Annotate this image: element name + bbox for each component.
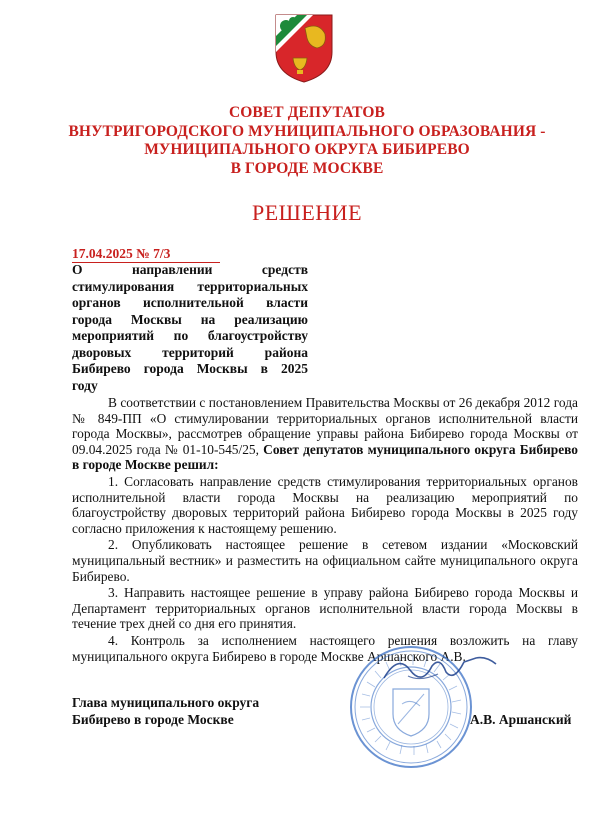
preamble-resolution: Совет депутатов муниципального округа Бибирево в городе Москве решил:: [72, 441, 578, 473]
subject-line: мероприятий по благоустройству: [72, 328, 308, 343]
decision-subject: [72, 262, 308, 394]
position-line: Глава муниципального округа: [72, 695, 260, 710]
subject-line: стимулирования территориальных: [72, 278, 308, 294]
signatory-name: А.В. Аршанский: [470, 712, 572, 727]
decision-item-4: 4. Контроль за исполнением настоящего решения возложить на главу муниципального округа Бибирево в городе Москве Аршанского А.В.: [72, 632, 578, 664]
council-line: В ГОРОДЕ МОСКВЕ: [230, 159, 384, 177]
decision-item-1: 1. Согласовать направление средств стимулирования территориальных органов исполнительной власти города Москвы на реализацию мероприятий по благоустройству дворовых территорий района Бибирево города Москвы в 2025 году согласно приложения к настоящему решению.: [72, 473, 578, 536]
document-number: 17.04.2025 № 7/3: [72, 246, 220, 263]
subject-line: году: [72, 377, 98, 393]
council-line: ВНУТРИГОРОДСКОГО МУНИЦИПАЛЬНОГО ОБРАЗОВАНИЯ -: [68, 122, 546, 140]
council-line: СОВЕТ ДЕПУТАТОВ: [228, 104, 385, 121]
decision-title: РЕШЕНИЕ: [251, 200, 363, 225]
subject-line: дворовых территорий района: [72, 344, 308, 360]
signatory-position: [72, 694, 259, 728]
decision-body: [72, 395, 578, 664]
preamble-text: В соответствии с постановлением Правительства Москвы от 26 декабря 2012 года № 849-ПП «О стимулировании территориальных органов исполнительной власти города Москвы», рассмотрев обращение управы района Бибирево города Москвы от 09.04.2025 года № 01-10-545/25,: [72, 395, 578, 457]
decision-item-2: 2. Опубликовать настоящее решение в сетевом издании «Московский муниципальный вестник» и разместить на официальном сайте муниципального округа Бибирево.: [72, 537, 578, 584]
decision-item-3: 3. Направить настоящее решение в управу района Бибирево города Москвы и Департамент территориальных органов исполнительной власти города Москвы в течение трех дней со дня его принятия.: [72, 585, 578, 632]
subject-line: О направлении средств: [72, 262, 308, 277]
preamble-paragraph: [72, 395, 578, 473]
council-heading: [40, 104, 574, 178]
council-line: МУНИЦИПАЛЬНОГО ОКРУГА БИБИРЕВО: [144, 141, 470, 158]
coat-of-arms-icon: [273, 12, 335, 84]
position-line: Бибирево в городе Москве: [72, 712, 234, 727]
subject-line: города Москвы на реализацию: [72, 311, 308, 327]
subject-line: органов исполнительной власти: [72, 295, 308, 310]
subject-line: Бибирево города Москвы в 2025: [72, 361, 308, 376]
handwritten-signature-icon: [380, 648, 500, 688]
